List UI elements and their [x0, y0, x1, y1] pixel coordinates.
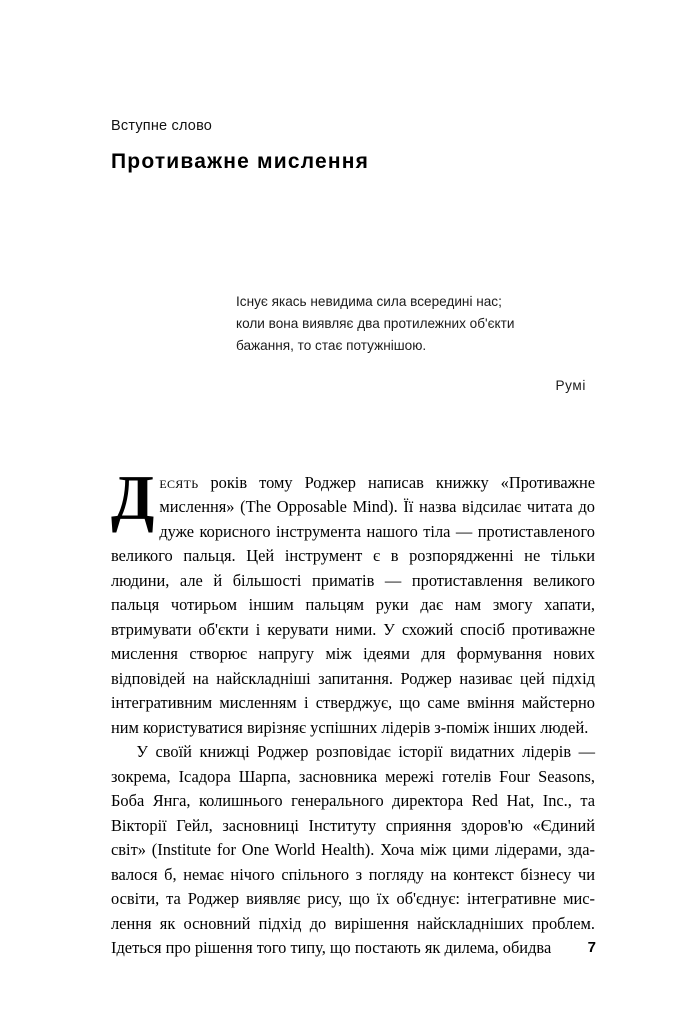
- body-paragraph-1-text: років тому Роджер написав книжку «Противажне мислення» (The Opposable Mind). Її назва відсилає читата до дуже корисного інструмента нашого тіла — протиставленого великого пальця. Цей інструмент є в розпорядженні не тільки людини, але й більшості приматів — протиставлення великого пальця чотирьом іншим пальцям руки дає нам змогу хапати, втримувати об'єкти і керувати ними. У схожий спосіб противажне мислення створює напругу між ідеями для формування нових відповідей на найскладніші запитання. Роджер називає цей підхід інтегративним мисленням і стверджує, що саме вміння майстерно ним користуватися вирізняє успішних лідерів з-поміж інших людей.: [111, 472, 595, 737]
- body-paragraph-2: У своїй книжці Роджер розповідає історії видатних лідерів — зокрема, Ісадора Шарпа, засновника мережі готелів Four Seasons, Боба Янга, колишнього генерального директора Red Hat, Inc., та Вікторії Гейл, засновниці Інституту сприяння здоров'ю «Єдиний світ» (Institute for One World Health). Хоча між цими лідерами, здавалося б, немає нічого спільного з погляду на контекст бізнесу чи освіти, та Роджер виявляє рису, що їх об'єднує: інтегративне мислення як основний підхід до вирішення найскладніших проблем. Ідеться про рішення того типу, що постають як дилема, обидва: [111, 742, 595, 958]
- section-eyebrow: Вступне слово: [111, 118, 213, 134]
- body-paragraph-1: [111, 462, 595, 741]
- epigraph-line-3: бажання, то стає потужнішою.: [236, 337, 427, 353]
- body-text: [111, 462, 595, 961]
- page-number: 7: [587, 939, 596, 956]
- page-title: Противажне мислення: [111, 150, 370, 174]
- epigraph-line-2: коли вона виявляє два протилежних об'єкти: [236, 315, 515, 331]
- page-header: [111, 118, 596, 175]
- epigraph: [236, 291, 586, 397]
- drop-cap: Д: [111, 462, 155, 533]
- lead-word: есять: [159, 471, 199, 492]
- epigraph-attribution: Румі: [555, 377, 586, 393]
- epigraph-line-1: Існує якась невидима сила всередині нас;: [236, 293, 502, 309]
